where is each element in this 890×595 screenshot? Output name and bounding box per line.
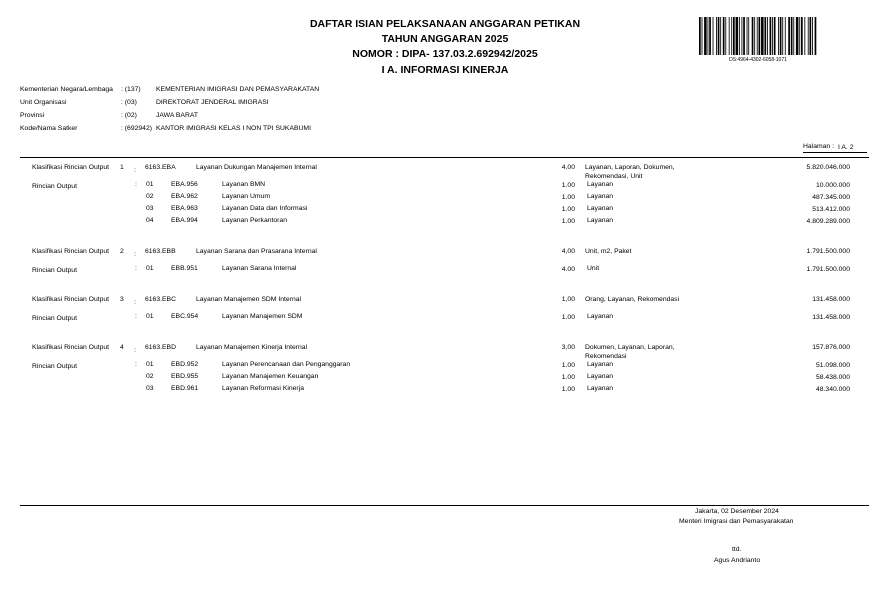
section-amount: 1.791.500.000 xyxy=(806,248,850,255)
section-code: 6163.EBB xyxy=(145,248,176,255)
item-code: EBA.994 xyxy=(171,217,198,224)
item-number: 01 xyxy=(146,361,154,368)
dipa-number-title: NOMOR : DIPA- 137.03.2.692942/2025 xyxy=(352,48,538,60)
section-volume: 1,00 xyxy=(561,296,575,303)
barcode-bar xyxy=(733,17,735,55)
item-unit: Layanan xyxy=(587,361,614,368)
barcode-bar xyxy=(761,17,764,55)
barcode-bar xyxy=(720,17,721,55)
barcode-bar xyxy=(782,17,783,55)
item-unit: Layanan xyxy=(587,385,614,392)
rincian-label: Rincian Output xyxy=(32,183,77,190)
barcode-bar xyxy=(759,17,761,55)
item-volume: 1.00 xyxy=(561,206,575,213)
klasifikasi-label: Klasifikasi Rincian Output xyxy=(32,296,110,303)
bottom-divider xyxy=(20,505,869,506)
barcode-text: DS:4964-4302-6058-1071 xyxy=(729,57,787,63)
barcode-image xyxy=(699,17,817,55)
barcode-bar xyxy=(791,17,793,55)
barcode-bar xyxy=(723,17,725,55)
section-unit-line1: Layanan, Laporan, Dokumen, xyxy=(585,164,675,171)
section-volume: 4,00 xyxy=(561,164,575,171)
item-number: 01 xyxy=(146,313,154,320)
signature-ttd: ttd. xyxy=(732,546,742,553)
section-number: 4 xyxy=(120,344,124,351)
barcode-bar xyxy=(785,17,786,55)
item-volume: 1.00 xyxy=(561,374,575,381)
page-label: Halaman : xyxy=(803,143,834,150)
barcode-bar xyxy=(748,17,749,55)
barcode-bar xyxy=(774,17,776,55)
item-amount: 4.809.289.000 xyxy=(806,218,850,225)
item-code: EBD.955 xyxy=(171,373,199,380)
item-number: 03 xyxy=(146,205,154,212)
info-value: KEMENTERIAN IMIGRASI DAN PEMASYARAKATAN xyxy=(156,86,320,93)
item-amount: 513.412.000 xyxy=(812,206,850,213)
section-unit-line1: Orang, Layanan, Rekomendasi xyxy=(585,296,680,303)
barcode-bar xyxy=(752,17,754,55)
section-separator: : xyxy=(134,251,136,258)
rincian-label: Rincian Output xyxy=(32,363,77,370)
item-code: EBA.956 xyxy=(171,181,198,188)
section-number: 3 xyxy=(120,296,124,303)
barcode-bar xyxy=(742,17,743,55)
info-label: Provinsi xyxy=(20,112,45,119)
barcode-bar xyxy=(729,17,730,55)
section-unit-line2: Rekomendasi, Unit xyxy=(585,173,643,180)
barcode-bar xyxy=(778,17,779,55)
item-unit: Layanan xyxy=(587,193,614,200)
barcode-bar xyxy=(799,17,800,55)
section-name: Layanan Manajemen Kinerja Internal xyxy=(196,344,308,351)
item-number: 03 xyxy=(146,385,154,392)
section-unit-line1: Unit, m2, Paket xyxy=(585,248,632,255)
barcode-bar xyxy=(739,17,740,55)
item-name: Layanan Data dan Informasi xyxy=(222,205,308,212)
top-divider xyxy=(20,157,869,158)
klasifikasi-label: Klasifikasi Rincian Output xyxy=(32,248,110,255)
item-amount: 48.340.000 xyxy=(815,386,850,393)
barcode-bar xyxy=(815,17,817,55)
item-code: EBB.951 xyxy=(171,265,198,272)
barcode-bar xyxy=(801,17,803,55)
item-volume: 1.00 xyxy=(561,218,575,225)
item-amount: 487.345.000 xyxy=(812,194,850,201)
item-separator: : xyxy=(135,181,137,188)
info-code: : (02) xyxy=(121,112,137,119)
item-volume: 1.00 xyxy=(561,182,575,189)
item-amount: 10.000.000 xyxy=(815,182,850,189)
section-name: Layanan Dukungan Manajemen Internal xyxy=(196,164,317,171)
barcode-bar xyxy=(772,17,773,55)
info-value: JAWA BARAT xyxy=(156,112,199,119)
barcode-bar xyxy=(699,17,701,55)
barcode-bar xyxy=(780,17,782,55)
item-separator: : xyxy=(135,265,137,272)
item-volume: 1.00 xyxy=(561,314,575,321)
item-unit: Unit xyxy=(587,265,600,272)
section-separator: : xyxy=(134,347,136,354)
section-code: 6163.EBD xyxy=(145,344,176,351)
item-volume: 1.00 xyxy=(561,386,575,393)
item-amount: 58.438.000 xyxy=(815,374,850,381)
barcode-bar xyxy=(812,17,813,55)
item-name: Layanan Manajemen Keuangan xyxy=(222,373,319,380)
barcode-bar xyxy=(713,17,714,55)
barcode-bar xyxy=(804,17,805,55)
section-separator: : xyxy=(134,299,136,306)
section-unit-line1: Dokumen, Layanan, Laporan, xyxy=(585,344,675,351)
barcode-bar xyxy=(718,17,720,55)
barcode-bar xyxy=(736,17,739,55)
barcode-bar xyxy=(702,17,703,55)
item-amount: 131.458.000 xyxy=(812,314,850,321)
barcode-bar xyxy=(808,17,809,55)
info-code: : (137) xyxy=(121,86,141,93)
signer-name: Agus Andrianto xyxy=(714,557,761,564)
barcode-bar xyxy=(709,17,711,55)
section-amount: 157.876.000 xyxy=(812,344,850,351)
item-name: Layanan Umum xyxy=(222,193,270,200)
item-number: 01 xyxy=(146,181,154,188)
barcode-bar xyxy=(757,17,758,55)
item-number: 02 xyxy=(146,193,154,200)
item-name: Layanan Sarana Internal xyxy=(222,265,297,272)
barcode-bar xyxy=(743,17,745,55)
barcode-bar xyxy=(793,17,794,55)
item-unit: Layanan xyxy=(587,313,614,320)
item-code: EBA.963 xyxy=(171,205,198,212)
barcode-bar xyxy=(731,17,732,55)
section-volume: 4,00 xyxy=(561,248,575,255)
item-separator: : xyxy=(135,361,137,368)
barcode-bar xyxy=(754,17,755,55)
item-code: EBD.952 xyxy=(171,361,199,368)
page-underline xyxy=(803,152,867,153)
section-number: 1 xyxy=(120,164,124,171)
barcode-bar xyxy=(716,17,717,55)
item-unit: Layanan xyxy=(587,217,614,224)
item-number: 01 xyxy=(146,265,154,272)
item-volume: 1.00 xyxy=(561,362,575,369)
klasifikasi-label: Klasifikasi Rincian Output xyxy=(32,344,110,351)
section-name: Layanan Manajemen SDM Internal xyxy=(196,296,302,303)
item-name: Layanan Perencanaan dan Penganggaran xyxy=(222,361,351,368)
info-value: KANTOR IMIGRASI KELAS I NON TPI SUKABUMI xyxy=(156,125,311,132)
item-unit: Layanan xyxy=(587,181,614,188)
barcode-bar xyxy=(725,17,726,55)
document-title: DAFTAR ISIAN PELAKSANAAN ANGGARAN PETIKAN xyxy=(309,18,581,30)
item-name: Layanan Reformasi Kinerja xyxy=(222,385,304,392)
section-code: 6163.EBC xyxy=(145,296,176,303)
section-name: Layanan Sarana dan Prasarana Internal xyxy=(196,248,317,255)
item-code: EBD.961 xyxy=(171,385,199,392)
rincian-label: Rincian Output xyxy=(32,315,77,322)
item-code: EBA.962 xyxy=(171,193,198,200)
section-volume: 3,00 xyxy=(561,344,575,351)
klasifikasi-label: Klasifikasi Rincian Output xyxy=(32,164,110,171)
barcode-bar xyxy=(764,17,766,55)
item-name: Layanan Perkantoran xyxy=(222,217,287,224)
info-code: : (692942) xyxy=(121,125,152,132)
section-title: I A. INFORMASI KINERJA xyxy=(381,64,509,76)
barcode-bar xyxy=(770,17,772,55)
info-label: Kementerian Negara/Lembaga xyxy=(20,86,113,93)
section-code: 6163.EBA xyxy=(145,164,176,171)
item-number: 02 xyxy=(146,373,154,380)
info-value: DIREKTORAT JENDERAL IMIGRASI xyxy=(156,99,269,106)
barcode-bar xyxy=(747,17,748,55)
barcode-bar xyxy=(796,17,799,55)
section-unit-line2: Rekomendasi xyxy=(585,353,627,360)
item-separator: : xyxy=(135,313,137,320)
section-separator: : xyxy=(134,167,136,174)
item-number: 04 xyxy=(146,217,154,224)
signature-position: Menteri Imigrasi dan Pemasyarakatan xyxy=(679,518,794,525)
section-amount: 5.820.046.000 xyxy=(806,164,850,171)
barcode-bar xyxy=(788,17,790,55)
item-name: Layanan BMN xyxy=(222,181,266,188)
barcode-bar xyxy=(810,17,812,55)
info-label: Kode/Nama Satker xyxy=(20,125,78,132)
info-code: : (03) xyxy=(121,99,137,106)
item-volume: 4.00 xyxy=(561,266,575,273)
barcode-bar xyxy=(704,17,707,55)
barcode-bar xyxy=(767,17,768,55)
item-amount: 51.098.000 xyxy=(815,362,850,369)
info-label: Unit Organisasi xyxy=(20,99,67,106)
item-volume: 1.00 xyxy=(561,194,575,201)
fiscal-year-title: TAHUN ANGGARAN 2025 xyxy=(381,33,509,45)
barcode-bar xyxy=(708,17,709,55)
rincian-label: Rincian Output xyxy=(32,267,77,274)
signature-place-date: Jakarta, 02 Desember 2024 xyxy=(695,508,779,515)
item-amount: 1.791.500.000 xyxy=(806,266,850,273)
item-code: EBC.954 xyxy=(171,313,199,320)
item-unit: Layanan xyxy=(587,205,614,212)
section-amount: 131.458.000 xyxy=(812,296,850,303)
item-unit: Layanan xyxy=(587,373,614,380)
page-number: I A. 2 xyxy=(838,144,854,151)
item-name: Layanan Manajemen SDM xyxy=(222,313,303,320)
section-number: 2 xyxy=(120,248,124,255)
